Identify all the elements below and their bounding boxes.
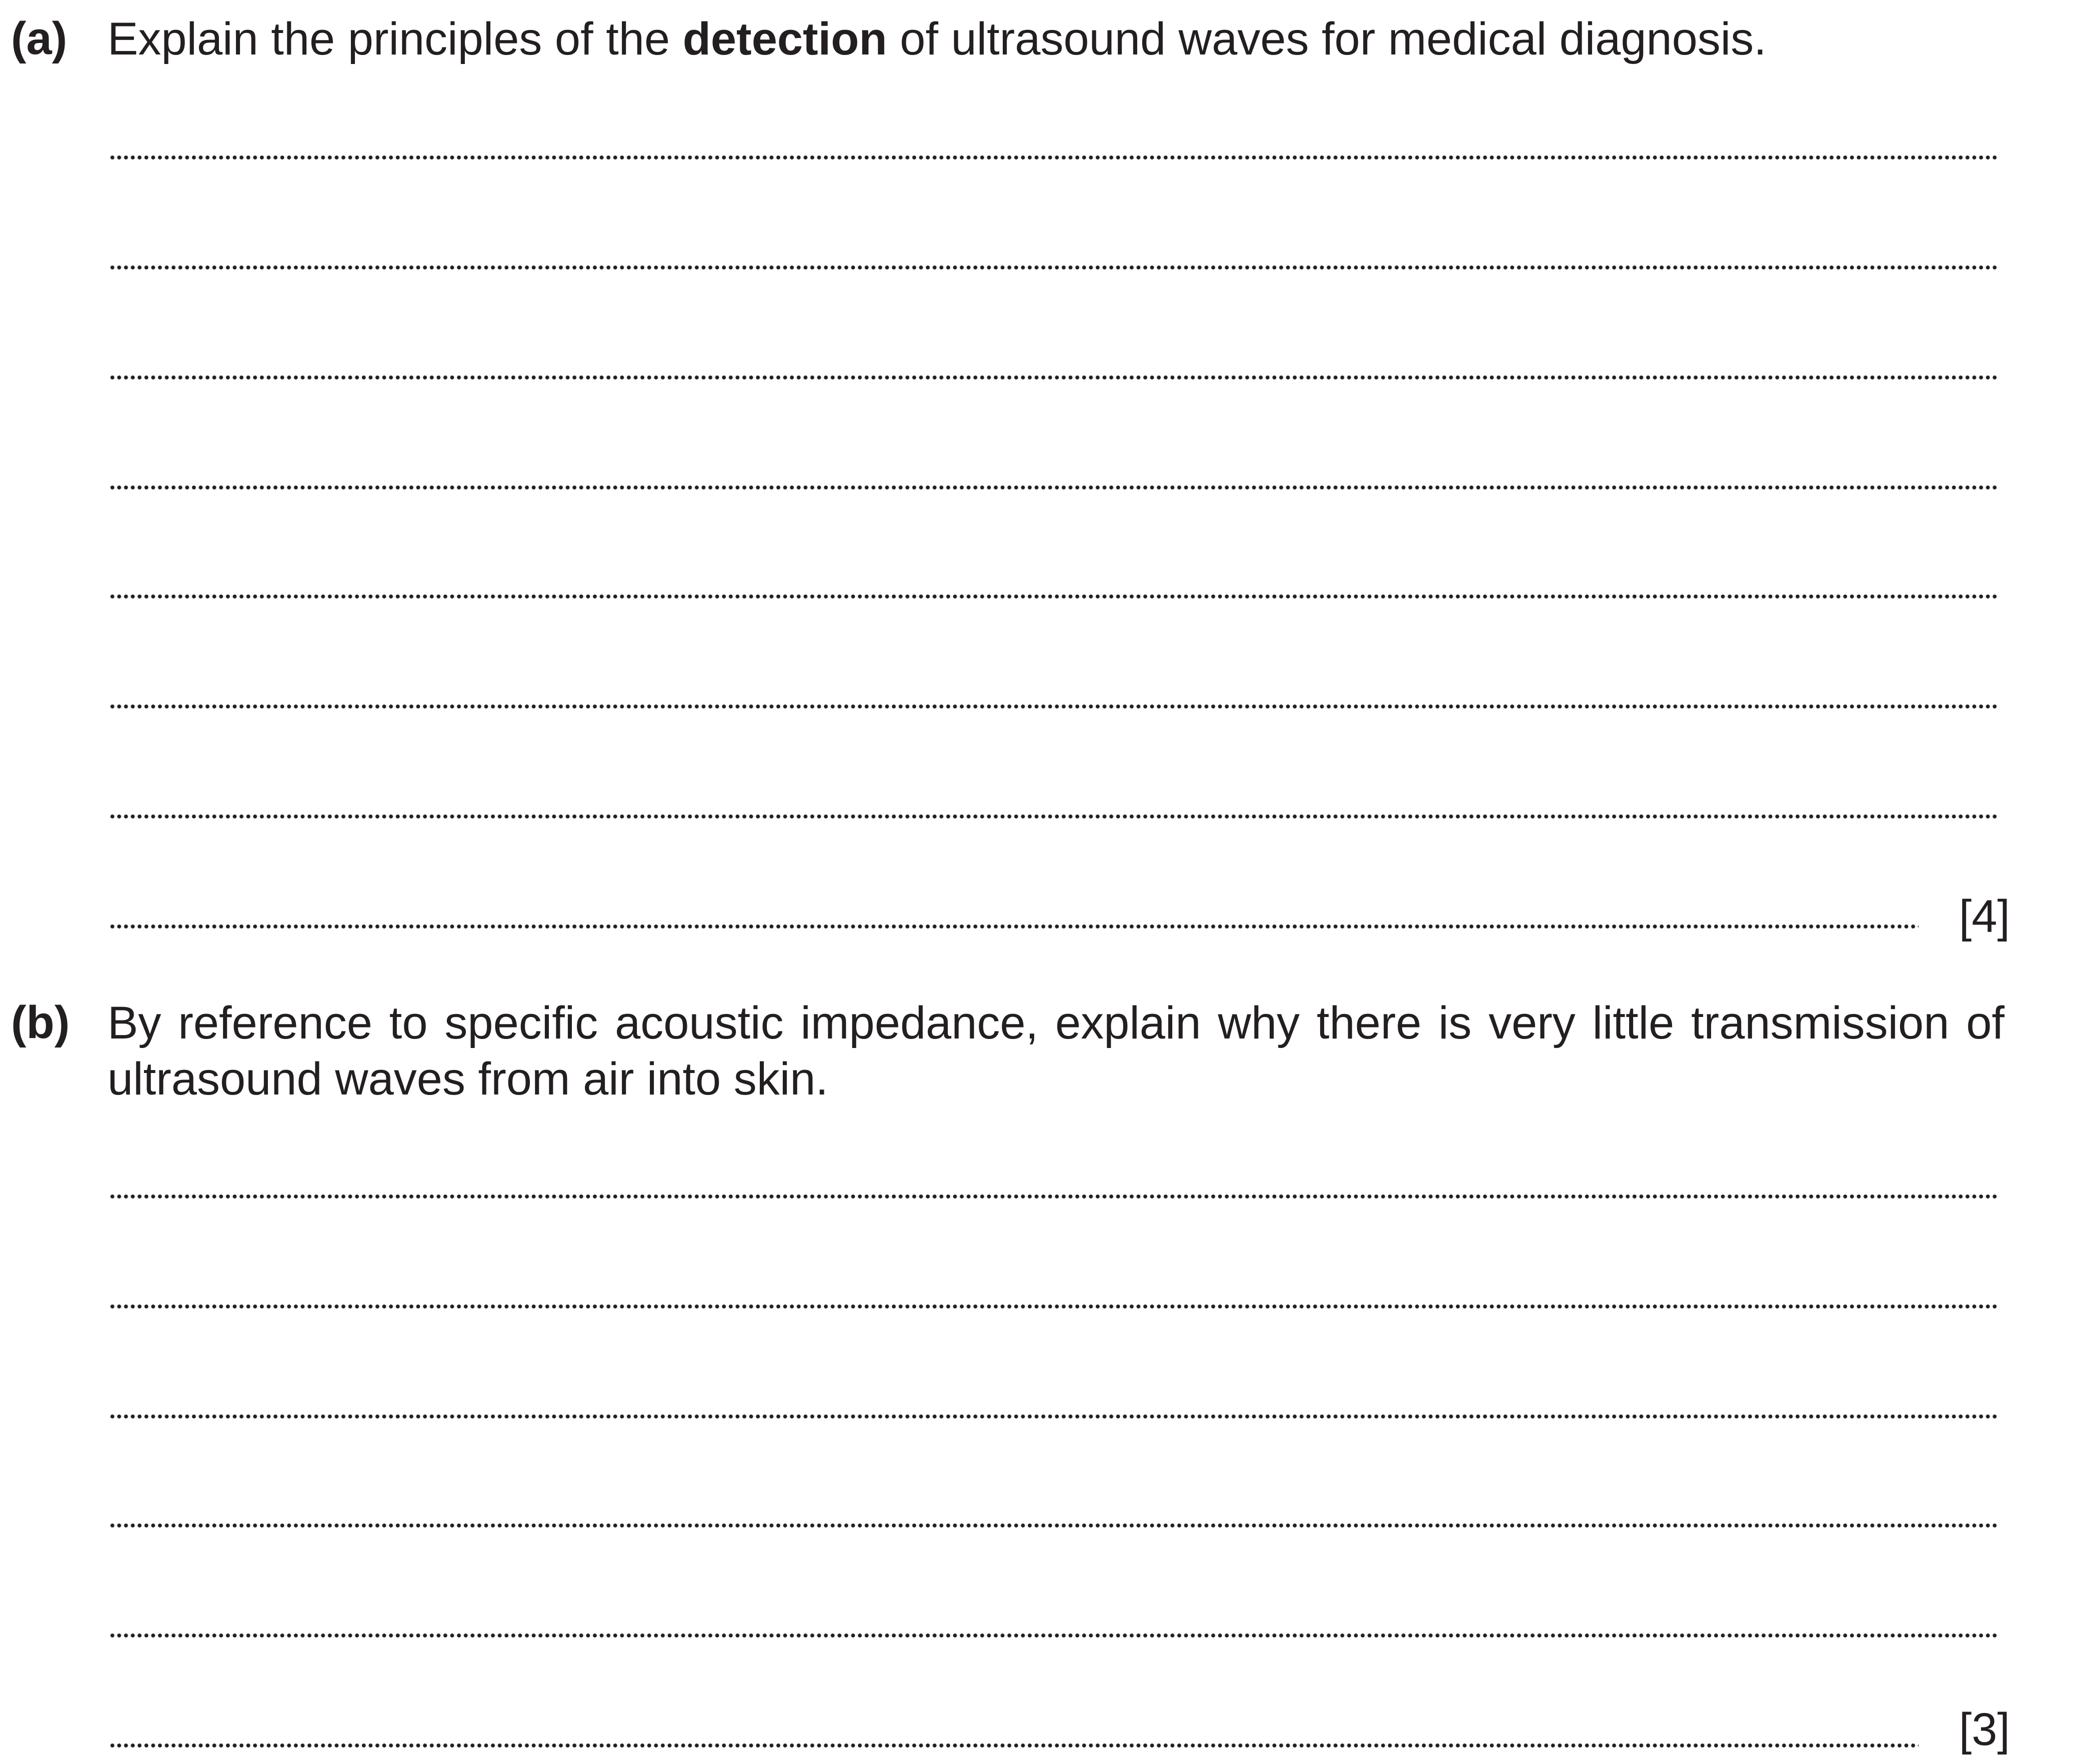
- part-a-bold-term: detection: [682, 14, 887, 64]
- part-a-marks: [4]: [1959, 891, 2010, 942]
- part-b-question: By reference to specific acoustic impedance, explain why there is very little transmission of ultrasound waves from air into skin.: [107, 998, 2005, 1104]
- part-b-marks: [3]: [1959, 1704, 2010, 1755]
- answer-line-a7[interactable]: [109, 814, 2000, 819]
- answer-line-a5[interactable]: [109, 594, 2000, 599]
- answer-line-b1[interactable]: [109, 1194, 2000, 1199]
- part-a-label: (a): [11, 13, 67, 64]
- answer-line-b3[interactable]: [109, 1414, 2000, 1419]
- answer-line-a6[interactable]: [109, 704, 2000, 709]
- part-a-text-start: Explain the principles of the: [107, 14, 683, 64]
- part-a-text-end: of ultrasound waves for medical diagnosis.: [887, 14, 1767, 64]
- part-a-question: [107, 11, 2005, 67]
- answer-line-a4[interactable]: [109, 485, 2000, 490]
- part-b-label: (b): [11, 997, 70, 1048]
- answer-line-a3[interactable]: [109, 375, 2000, 380]
- answer-line-b4[interactable]: [109, 1523, 2000, 1528]
- answer-line-b6[interactable]: [109, 1743, 1919, 1748]
- answer-line-b5[interactable]: [109, 1633, 2000, 1638]
- answer-line-a2[interactable]: [109, 265, 2000, 270]
- answer-line-a8[interactable]: [109, 924, 1919, 929]
- answer-line-b2[interactable]: [109, 1304, 2000, 1309]
- answer-line-a1[interactable]: [109, 155, 2000, 160]
